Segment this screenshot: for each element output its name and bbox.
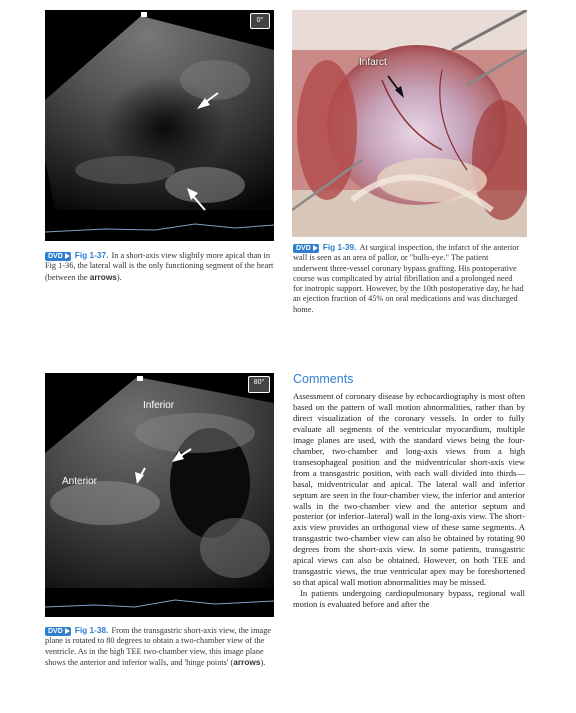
anterior-label: Anterior [62, 476, 98, 487]
caption-emphasis: arrows [89, 271, 117, 282]
figure-1-39-surgical-photo [292, 10, 527, 237]
caption-end: ). [116, 272, 122, 282]
angle-badge [250, 13, 270, 29]
caption-text: From the transgastric short-axis view, the image plane is rotated to 80 degrees to obtain a two-chamber view of the ventricle. As in the high TEE two-chamber view, this image plane shows the anterior and inferior walls, and 'hinge points' ( [45, 626, 272, 667]
dvd-icon[interactable]: DVD [293, 244, 319, 253]
figure-label: Fig 1-39. [322, 242, 357, 252]
dvd-icon[interactable]: DVD [45, 627, 71, 636]
figure-1-37-caption [45, 250, 276, 283]
infarct-label: Infarct [359, 57, 387, 68]
figure-label: Fig 1-38. [74, 625, 109, 635]
caption-text: At surgical inspection, the infarct of the anterior wall is seen as an area of pallor, or "bulls-eye." The patient underwent three-vessel coronary bypass grafting. His postoperative course was complicated by atrial fibrillation and a prolonged need for inotropic support. However, by the 10th postoperative day, he had an ejection fraction of 45% on oral medications and was discharged home. [293, 243, 524, 314]
comments-paragraph: Assessment of coronary disease by echocardiography is most often based on the pattern of wall motion abnormalities, rather than by direct visualization of the coronary vessels. In order to fully evaluate all segments of the ventricular myocardium, multiple image planes are used, with the standard views being the four-chamber, two-chamber and long-axis views from a high transesophageal position and the midventricular short-axis view from a transgastric position, with each wall divided into thirds—basal, midventricular and apical. The lateral wall and inferior septum are seen in the four-chamber view, the inferior and anterior walls in the two-chamber view and the anterior septum and posterior (or inferior–lateral) wall in the long-axis view. The short-axis view provides an orthogonal view of these same segments. A transgastric two-chamber view can also be obtained by rotating 90 degrees from the short-axis view. In some patients, transgastric apical views can also be obtained. However, on both TEE and transgastric views, the true ventricular apex may be foreshortened so that apical wall motion abnormalities may be missed. [293, 391, 525, 588]
probe-marker-icon [141, 12, 147, 17]
comments-heading: Comments [293, 372, 354, 386]
comments-paragraph: In patients undergoing cardiopulmonary bypass, regional wall motion is evaluated before and after the [293, 588, 525, 610]
figure-1-38-caption [45, 625, 276, 668]
caption-emphasis: arrows [233, 656, 261, 667]
inferior-label: Inferior [143, 400, 175, 411]
figure-1-38-echo-image [45, 373, 274, 617]
comments-body [293, 391, 525, 610]
figure-1-39-caption [293, 242, 524, 315]
angle-badge [248, 376, 270, 393]
angle-badge-text: 0° [256, 17, 264, 24]
angle-badge-text: 80° [253, 379, 265, 386]
dvd-icon[interactable]: DVD [45, 252, 71, 261]
caption-text: In a short-axis view slightly more apical than in Fig 1-36, the lateral wall is the only functioning segment of the heart (between the [45, 251, 274, 282]
caption-end: ). [260, 657, 266, 667]
figure-1-37-echo-image [45, 10, 274, 241]
probe-marker-icon [137, 376, 143, 381]
figure-label: Fig 1-37. [74, 250, 109, 260]
